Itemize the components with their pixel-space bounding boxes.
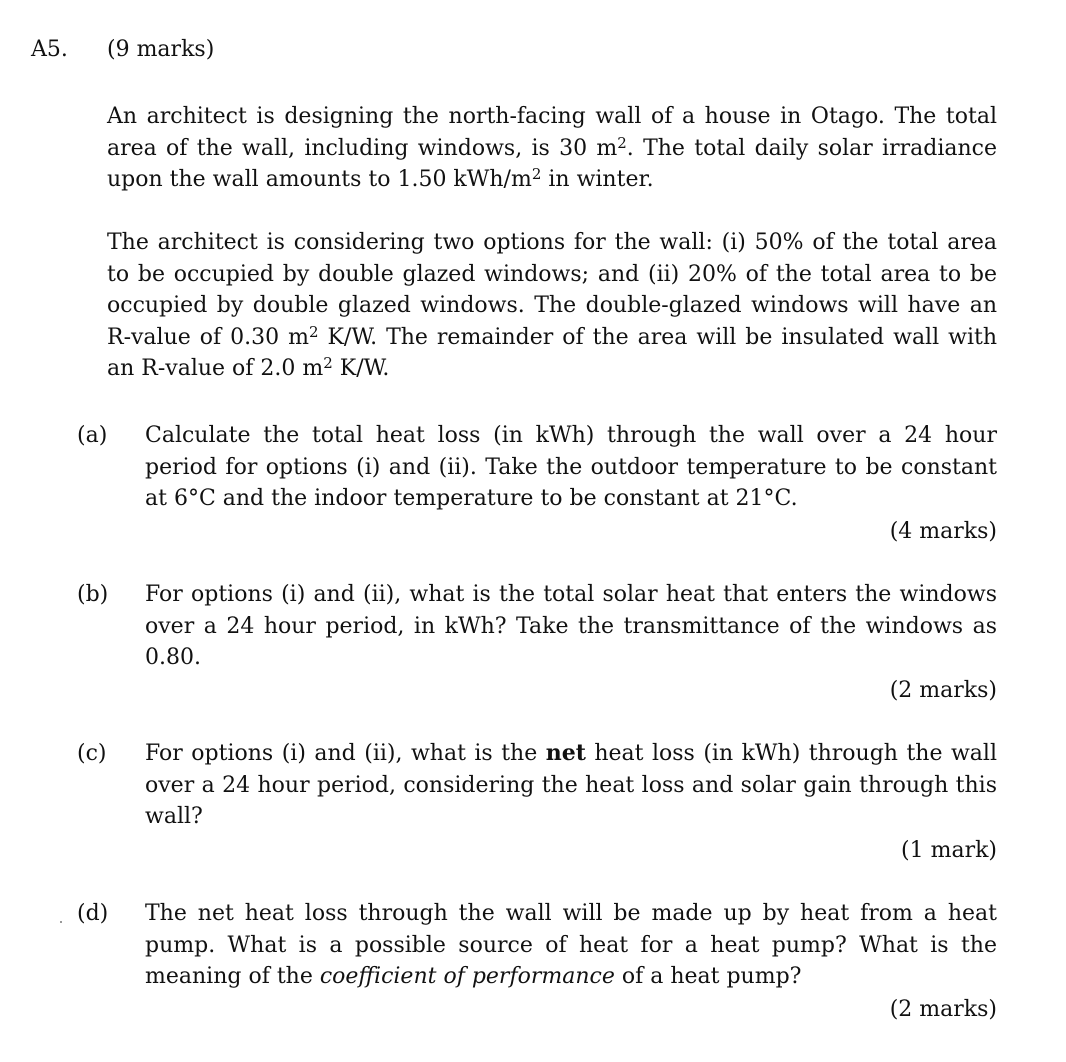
question-total-marks: (9 marks) bbox=[107, 37, 215, 62]
part-b-label: (b) bbox=[77, 582, 109, 607]
part-c-marks: (1 mark) bbox=[901, 838, 997, 863]
stray-dot bbox=[60, 921, 62, 923]
part-a-text: Calculate the total heat loss (in kWh) through the wall over a 24 hour period for options (i) and (ii). Take the outdoor temperature to be constant at 6°C and the indoor temperature to be constant at 21°C. bbox=[145, 423, 997, 511]
part-b-marks: (2 marks) bbox=[889, 678, 997, 703]
part-d-text-italic: coefficient of performance bbox=[319, 964, 615, 989]
intro-p2-sup-a: 2 bbox=[308, 322, 319, 341]
question-number: A5. bbox=[31, 37, 68, 62]
part-a-label: (a) bbox=[77, 423, 108, 448]
part-a-marks: (4 marks) bbox=[889, 519, 997, 544]
part-c-label: (c) bbox=[77, 741, 107, 766]
intro-p1-text-c: in winter. bbox=[541, 167, 654, 192]
part-c-text-a: For options (i) and (ii), what is the bbox=[145, 741, 546, 766]
intro-p1-text-b: . The total daily solar irradiance upon the wall amounts to 1.50 kWh/m bbox=[107, 135, 997, 192]
part-d-label: (d) bbox=[77, 901, 109, 926]
intro-p2-text-b: K/W. The remainder of the area will be insulated wall with an R-value of 2.0 m bbox=[107, 324, 997, 381]
part-d-text-b: of a heat pump? bbox=[614, 964, 802, 989]
intro-p2-text-a: The architect is considering two options for the wall: (i) 50% of the total area to be occupied by double glazed windows; and (ii) 20% of the total area to be occupied by double glazed windows. The double-glazed windows will have an R-value of 0.30 m bbox=[107, 230, 997, 350]
part-c-text-b: heat loss (in kWh) through the wall over a 24 hour period, considering the heat loss and solar gain through this wall? bbox=[145, 741, 997, 829]
intro-p1-sup-b: 2 bbox=[531, 165, 542, 183]
part-d-text-a: The net heat loss through the wall will be made up by heat from a heat pump. What is a possible source of heat for a heat pump? What is the meaning of the bbox=[145, 901, 997, 989]
intro-p2-sup-b: 2 bbox=[323, 354, 333, 372]
part-d-marks: (2 marks) bbox=[889, 997, 997, 1022]
part-d-text bbox=[145, 898, 997, 993]
intro-paragraph-2 bbox=[107, 227, 997, 385]
intro-paragraph-1 bbox=[107, 101, 997, 196]
part-c-text bbox=[145, 738, 997, 833]
part-c-text-bold: net bbox=[545, 740, 586, 766]
intro-p1-text-a: An architect is designing the north-facing wall of a house in Otago. The total area of the wall, including windows, is 30 m bbox=[107, 104, 997, 161]
intro-p1-sup-a: 2 bbox=[617, 133, 627, 152]
intro-p2-text-c: K/W. bbox=[332, 356, 390, 381]
part-b-text: For options (i) and (ii), what is the total solar heat that enters the windows over a 24 hour period, in kWh? Take the transmittance of the windows as 0.80. bbox=[145, 582, 997, 670]
